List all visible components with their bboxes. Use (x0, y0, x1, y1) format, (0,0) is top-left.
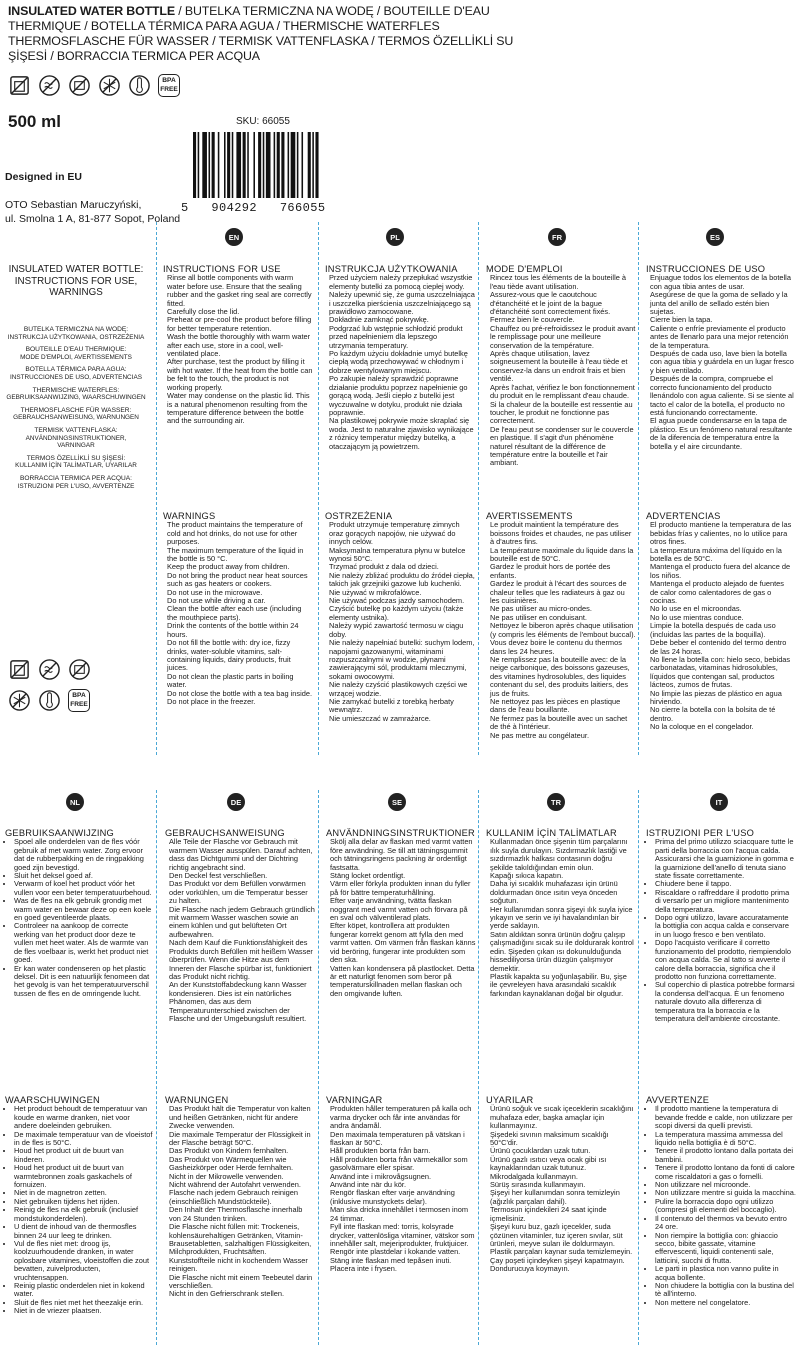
warnings-text: Das Produkt hält die Temperatur von kalten und heißen Getränken, nicht für andere Zwecke verwenden. Die maximale Temperatur der Flüssigkeit in der Flasche beträgt 50°C. Das Produkt von Kindern fernhalten. Das Produkt von Wärmequellen wie Gasheizkörper oder Herde fernhalten. Nicht in der Mikrowelle verwenden. Nicht während der Autofahrt verwenden. Flasche nach jedem Gebrauch reinigen (einschließlich Mundstückteile). Den Inhalt der Thermosflasche innerhalb von 24 Stunden trinken. Die Flasche nicht füllen mit: Trockeneis, kohlensäurehaltigen Getränken, Vitamin-Brausetabletten, salzhaltigen Flüssigkeiten, Milchprodukten, Fruchtsäften. Kunststoffteile nicht in kochendem Wasser reinigen. Die Flasche nicht mit einem Teebeutel darin verschließen. Nicht in den Gefrierschrank stellen. (169, 1104, 313, 1299)
lang-badge-es: ES (706, 228, 724, 246)
item-title: THERMOSFLASCHE FÜR WASSER: (20, 406, 132, 414)
list-item: • Tenere il prodotto lontano dalla portata dei bambini. (655, 1147, 796, 1164)
instructions-heading: GEBRAUCHSANWEISUNG (165, 828, 285, 838)
section-tr (486, 829, 636, 998)
barcode-bar (243, 132, 246, 198)
list-item: • Houd het product uit de buurt van kinderen. (14, 1147, 153, 1164)
item-sub: KULLANIM İÇİN TALİMATLAR, UYARILAR (15, 462, 137, 470)
section-pl-warnings (325, 512, 475, 723)
section-fr (486, 265, 636, 468)
section-se (326, 829, 476, 998)
no-microwave-icon (38, 74, 61, 97)
sku: SKU: 66055 (236, 116, 290, 127)
left-panel-list (6, 326, 146, 495)
column-separator (318, 222, 319, 755)
list-item: • Er kan water condenseren op het plastic deksel. Dit is een natuurlijk fenomeen dat het gevolg is van het temperatuurverschil tussen de fles en de omringende lucht. (14, 965, 153, 999)
instructions-heading: INSTRUKCJA UŻYTKOWANIA (325, 264, 458, 274)
list-item: • Reinig de fles na elk gebruik (inclusief mondstukonderdelen). (14, 1206, 153, 1223)
list-item: • La temperatura massima ammessa del liquido nella bottiglia è di 50°C. (655, 1131, 796, 1148)
warnings-heading: WARNUNGEN (165, 1095, 229, 1105)
item-title: THERMISCHE WATERFLES: (32, 386, 120, 394)
lang-badge-en: EN (225, 228, 243, 246)
list-item: • Was de fles na elk gebruik grondig met warm water en bewaar deze op een koele en goed geventileerde plaats. (14, 897, 153, 922)
instructions-text: Przed użyciem należy przepłukać wszystkie elementy butelki za pomocą ciepłej wody. Należy upewnić się, że guma uszczelniająca i uszczelka pierścienia uszczelniającego są prawidłowo zamocowane. Dokładnie zamknąć pokrywkę. Podgrzać lub wstępnie schłodzić produkt przed napełnieniem dla lepszego utrzymania temperatury. Po każdym użyciu dokładnie umyć butelkę ciepłą wodą przechowywać w chłodnym i dobrze wentylowanym miejscu. Po zakupie należy sprawdzić poprawne działanie produktu poprzez napełnienie go gorącą wodą. Jeśli ciepło z butelki jest wyczuwalne w dotyku, produkt nie działa poprawnie. Na plastikowej pokrywie może skraplać się woda. Jest to naturalne zjawisko wynikające z różnicy temperatur między butelką, a otaczającym ją powietrzem. (329, 273, 475, 451)
warnings-list (646, 1105, 796, 1307)
instructions-list (646, 838, 796, 1023)
warnings-heading: OSTRZEŻENIA (325, 511, 393, 521)
list-item: • Il prodotto mantiene la temperatura di bevande fredde e calde, non utilizzare per scopi diversi da quelli previsti. (655, 1105, 796, 1130)
title-bold: INSULATED WATER BOTTLE (8, 4, 175, 18)
lang-badge-se: SE (388, 793, 406, 811)
barcode-bar (193, 132, 196, 198)
barcode-bar (227, 132, 230, 198)
item-sub: INSTRUKCJA UŻYTKOWANIA, OSTRZEŻENIA (7, 333, 145, 341)
instructions-heading: KULLANIM İÇİN TALİMATLAR (486, 828, 617, 838)
bpa-free-icon (68, 689, 90, 712)
item-sub: ANVÄNDNINGSINSTRUKTIONER, VARNINGAR (25, 434, 127, 450)
lang-badge-de: DE (227, 793, 245, 811)
section-en (163, 265, 313, 426)
section-tr-warnings (486, 1096, 636, 1274)
instructions-text: Rincez tous les éléments de la bouteille à l'eau tiède avant utilisation. Assurez-vous que le caoutchouc d'étanchéité et le joint de la bague d'étanchéité sont correctement fixés. Fermez bien le couvercle. Chauffez ou pré-refroidissez le produit avant le remplissage pour une meilleure conservation de la température. Après chaque utilisation, lavez soigneusement la bouteille à l'eau tiède et conservez-la dans un endroit frais et bien ventilé. Après l'achat, vérifiez le bon fonctionnement du produit en le remplissant d'eau chaude. Si la chaleur de la bouteille est ressentie au toucher, le produit ne fonctionne pas correctement. De l'eau peut se condenser sur le couvercle en plastique. Il s'agit d'un phénomène naturel résultant de la différence de température entre la bouteille et l'air ambiant. (490, 273, 636, 468)
barcode-bar (281, 132, 284, 198)
list-item: • Le parti in plastica non vanno pulite in acqua bollente. (655, 1265, 796, 1282)
item-sub: GEBRAUCHSANWEISUNG, WARNUNGEN (13, 414, 139, 422)
instructions-heading: ISTRUZIONI PER L'USO (646, 828, 755, 838)
list-item: • De maximale temperatuur van de vloeistof in de fles is 50°C. (14, 1131, 153, 1148)
section-fr-warnings (486, 512, 636, 740)
item-sub: MODE D'EMPLOI, AVERTISSEMENTS (20, 353, 132, 361)
care-icons-row-3 (8, 689, 90, 712)
column-separator (318, 790, 319, 1345)
instructions-text: Skölj alla delar av flaskan med varmt vatten före användning. Se till att tätningsgummit och tätningsringens packning är ordentligt fastsatta. Stäng locket ordentligt. Värm eller förkyla produkten innan du fyller på för bättre temperaturhållning. Efter varje användning, tvätta flaskan noggrant med varmt vatten och förvara på en sval och välventilerad plats. Efter köpet, kontrollera att produkten fungerar korrekt genom att fylla den med varmt vatten. Om värmen från flaskan känns vid beröring, fungerar inte produkten som den ska. Vatten kan kondensera på plastlocket. Detta är ett naturligt fenomen som beror på temperaturskillnaden mellan flaskan och den omgivande luften. (330, 837, 476, 998)
list-item: • Non mettere nel congelatore. (655, 1299, 796, 1307)
warnings-text: Ürünü soğuk ve sıcak içeceklerin sıcaklığını muhafaza eder, başka amaçlar için kullanmayınız. Şişedeki sıvının maksimum sıcaklığı 50°C'dir. Ürünü çocuklardan uzak tutun. Ürünü gazlı ısıtıcı veya ocak gibi ısı kaynaklarından uzak tutunuz. Mikrodalgada kullanmayın. Sürüş sırasında kullanmayın. Şişeyi her kullanımdan sonra temizleyin (ağızlık parçaları dahil). Termosun içindekileri 24 saat içinde içmelisiniz. Şişeyi kuru buz, gazlı içecekler, suda çözünen vitaminler, tuz içeren sıvılar, süt ürünleri, meyve suları ile doldurmayın. Plastik parçaları kaynar suda temizlemeyin. Çay poşeti içindeyken şişeyi kapatmayın. Dondurucuya koymayın. (490, 1104, 634, 1274)
barcode-digits: 5 904292 766055 (181, 201, 326, 215)
hot-cold-icon (128, 74, 151, 97)
barcode-bar (218, 132, 220, 198)
column-separator (478, 222, 479, 755)
left-panel-item (6, 427, 146, 450)
list-item: • Niet in de vriezer plaatsen. (14, 1307, 153, 1315)
left-panel-heading: INSULATED WATER BOTTLE: INSTRUCTIONS FOR USE, WARNINGS (8, 264, 144, 298)
lang-badge-nl: NL (66, 793, 84, 811)
warnings-text: El producto mantiene la temperatura de las bebidas frías y calientes, no lo utilice para otros fines. La temperatura máxima del líquido en la botella es de 50°C. Mantenga el producto fuera del alcance de los niños. Mantenga el producto alejado de fuentes de calor como calentadores de gas o cocinas. No lo use en el microondas. No lo use mientras conduce. Limpie la botella después de cada uso (incluidas las partes de la boquilla). Debe beber el contenido del termo dentro de las 24 horas. No llene la botella con: hielo seco, bebidas carbonatadas, vitaminas hidrosolubles, líquidos que contengan sal, productos lácteos, zumos de frutas. No limpie las piezas de plástico en agua hirviendo. No cierre la botella con la bolsita de té dentro. No la coloque en el congelador. (650, 520, 792, 732)
item-title: BOTELLA TÉRMICA PARA AGUA: (25, 366, 127, 374)
section-es (646, 265, 794, 451)
list-item: • Non utilizzare mentre si guida la macchina. (655, 1189, 796, 1197)
warnings-heading: AVVERTENZE (646, 1095, 710, 1105)
warnings-text: The product maintains the temperature of cold and hot drinks, do not use for other purposes. The maximum temperature of the liquid in the bottle is 50 °C. Keep the product away from children. Do not bring the product near heat sources such as gas heaters or cookers. Do not use in the microwave. Do not use while driving a car. Clean the bottle after each use (including the mouthpiece parts). Drink the contents of the bottle within 24 hours. Do not fill the bottle with: dry ice, fizzy drinks, water-soluble vitamins, salt-containing liquids, dairy products, fruit juices. Do not clean the plastic parts in boiling water. Do not close the bottle with a tea bag inside. Do not place in the freezer. (167, 520, 313, 706)
list-item: • Prima del primo utilizzo sciacquare tutte le parti della borraccia con l'acqua calda. Assicurarsi che la guarnizione in gomma e la guarnizione dell'anello di tenuta siano state fissate correttamente. (655, 838, 796, 880)
lang-badge-pl: PL (386, 228, 404, 246)
column-separator (638, 790, 639, 1345)
instructions-heading: MODE D'EMPLOI (486, 264, 563, 274)
item-title: BOUTEILLE D'EAU THERMIQUE: (25, 346, 127, 354)
warnings-heading: UYARILAR (486, 1095, 534, 1105)
list-item: • Sluit de fles niet met het theezakje erin. (14, 1299, 153, 1307)
barcode-bar (274, 132, 276, 198)
section-nl-warnings (5, 1096, 153, 1316)
column-separator (478, 790, 479, 1345)
warnings-heading: ADVERTENCIAS (646, 511, 721, 521)
item-sub: ISTRUZIONI PER L'USO, AVVERTENZE (17, 482, 135, 490)
item-title: BUTELKA TERMICZNA NA WODĘ: (23, 326, 129, 333)
list-item: • Het product behoudt de temperatuur van koude en warme dranken, niet voor andere doeleinden gebruiken. (14, 1105, 153, 1130)
left-panel-item (6, 346, 146, 361)
item-sub: INSTRUCCIONES DE USO, ADVERTENCIAS (10, 373, 142, 381)
barcode-bar (253, 132, 255, 198)
left-panel-item (6, 387, 146, 402)
barcode-bars (181, 132, 321, 198)
product-title (8, 4, 528, 64)
instructions-heading: INSTRUCCIONES DE USO (646, 264, 766, 274)
list-item: • Non riempire la bottiglia con: ghiaccio secco, bibite gassate, vitamine effervescenti, liquidi contenenti sale, latticini, succhi di frutta. (655, 1232, 796, 1266)
list-item: • Non utilizzare nel microonde. (655, 1181, 796, 1189)
list-item: • Reinig plastic onderdelen niet in kokend water. (14, 1282, 153, 1299)
list-item: • Niet in de magnetron zetten. (14, 1189, 153, 1197)
list-item: • Pulire la borraccia dopo ogni utilizzo (compresi gli elementi del boccaglio). (655, 1198, 796, 1215)
warnings-text: Produkten håller temperaturen på kalla och varma drycker och får inte användas för andra ändamål. Den maximala temperaturen på vätskan i flaskan är 50°C. Håll produkten borta från barn. Håll produkten borta från värmekällor som gasolvärmare eller spisar. Använd inte i mikrovågsugnen. Använd inte när du kör. Rengör flaskan efter varje användning (inklusive munstyckets delar). Man ska dricka innehållet i termosen inom 24 timmar. Fyll inte flaskan med: torris, kolsyrade drycker, vattenlösliga vitaminer, vätskor som innehåller salt, mejeriprodukter, fruktjuicer. Rengör inte plastdelar i kokande vatten. Stäng inte flaskan med tepåsen inuti. Placera inte i frysen. (330, 1104, 475, 1274)
barcode-bar (315, 132, 318, 198)
bpa-free-icon (158, 74, 180, 97)
no-oven-icon (68, 74, 91, 97)
warnings-text: Produkt utrzymuje temperaturę zimnych oraz gorących napojów, nie używać do innych celów. Maksymalna temperatura płynu w butelce wynosi 50°C. Trzymać produkt z dala od dzieci. Nie należy zbliżać produktu do źródeł ciepła, takich jak grzejniki gazowe lub kuchenki. Nie używać w mikrofalówce. Nie używać podczas jazdy samochodem. Czyścić butelkę po każdym użyciu (także elementy ustnika). Należy wypić zawartość termosu w ciągu doby. Nie należy napełniać butelki: suchym lodem, napojami gazowanymi, witaminami rozpuszczalnymi w wodzie, płynami zawierającymi sól, produktami mlecznymi, sokami owocowymi. Nie należy czyścić plastikowych części we wrzącej wodzie. Nie zamykać butelki z torebką herbaty wewnątrz. Nie umieszczać w zamrażarce. (329, 520, 475, 723)
warnings-heading: WAARSCHUWINGEN (5, 1095, 100, 1105)
lang-badge-it: IT (710, 793, 728, 811)
volume: 500 ml (8, 112, 61, 131)
list-item: • Vul de fles niet met: droog ijs, koolzuurhoudende dranken, in water oplosbare vitamines, vloeistoffen die zout bevatten, zuivelproducten, vruchtensappen. (14, 1240, 153, 1282)
barcode-bar (266, 132, 271, 198)
column-separator (638, 222, 639, 755)
free-text: FREE (70, 701, 88, 708)
lang-badge-tr: TR (547, 793, 565, 811)
instructions-heading: INSTRUCTIONS FOR USE (163, 264, 281, 274)
no-dishwasher-icon (8, 74, 31, 97)
instructions-heading: ANVÄNDNINGSINSTRUKTIONER (326, 828, 475, 838)
barcode-bar (312, 132, 314, 198)
section-se-warnings (326, 1096, 476, 1274)
company-address: ul. Smolna 1 A, 81-877 Sopot, Poland (5, 213, 181, 225)
section-it-warnings (646, 1096, 796, 1307)
barcode-bar (212, 132, 215, 198)
bpa-text: BPA (162, 77, 176, 84)
bpa-text: BPA (72, 692, 86, 699)
left-panel-item (6, 326, 146, 341)
section-pl (325, 265, 475, 451)
list-item: • Spoel alle onderdelen van de fles vóór gebruik af met warm water. Zorg ervoor dat de rubberpakking en de ringpakking goed zijn bevestigd. (14, 838, 153, 872)
instructions-text: Rinse all bottle components with warm water before use. Ensure that the sealing rubber and the gasket ring seal are correctly fitted. Carefully close the lid. Preheat or pre-cool the product before filling for better temperature retention. Wash the bottle thoroughly with warm water after each use, store in a cool, well-ventilated place. After purchase, test the product by filling it with hot water. If the heat from the bottle can be felt to the touch, the product is not working properly. Water may condense on the plastic lid. This is a natural phenomenon resulting from the temperature difference between the bottle and the surrounding air. (167, 273, 313, 426)
list-item: • Tenere il prodotto lontano da fonti di calore come riscaldatori a gas o fornelli. (655, 1164, 796, 1181)
section-es-warnings (646, 512, 794, 732)
warnings-list (5, 1105, 153, 1315)
barcode-bar (263, 132, 265, 198)
instructions-list (5, 838, 153, 998)
section-de-warnings (165, 1096, 315, 1299)
list-item: • Houd het product uit de buurt van warmtebronnen zoals gaskachels of fornuizen. (14, 1164, 153, 1189)
list-item: • Niet gebruiken tijdens het rijden. (14, 1198, 153, 1206)
barcode-bar (236, 132, 241, 198)
instructions-heading: GEBRUIKSAANWIJZING (5, 828, 114, 838)
no-oven-icon (68, 658, 91, 681)
warnings-text: Le produit maintient la température des boissons froides et chaudes, ne pas utiliser à d'autres fins. La température maximale du liquide dans la bouteille est de 50°C. Gardez le produit hors de portée des enfants. Gardez le produit à l'écart des sources de chaleur telles que les radiateurs à gaz ou les cuisinières. Ne pas utiliser au micro-ondes. Ne pas utiliser en conduisant. Nettoyez le biberon après chaque utilisation (y compris les éléments de l'embout buccal). Vous devez boire le contenu du thermos dans les 24 heures. Ne remplissez pas la bouteille avec: de la neige carbonique, des boissons gazeuses, des vitamines hydrosolubles, des liquides contenant du sel, des produits laitiers, des jus de fruits. Ne nettoyez pas les pièces en plastique dans de l'eau bouillante. Ne fermez pas la bouteille avec un sachet de thé à l'intérieur. Ne pas mettre au congélateur. (490, 520, 636, 740)
designed-in: Designed in EU (5, 171, 83, 183)
barcode-bar (247, 132, 249, 198)
column-separator (156, 790, 157, 1345)
care-icons-row-2 (8, 658, 91, 681)
list-item: • Verwarm of koel het product vóór het vullen voor een beter temperatuurbehoud. (14, 880, 153, 897)
list-item: • Sluit het deksel goed af. (14, 872, 153, 880)
barcode-bar (297, 132, 299, 198)
list-item: • Dopo ogni utilizzo, lavare accuratamente la bottiglia con acqua calda e conservare in un luogo fresco e ben ventilato. (655, 914, 796, 939)
no-freezer-icon (8, 689, 31, 712)
section-nl (5, 829, 153, 998)
column-separator (156, 222, 157, 755)
instructions-text: Enjuague todos los elementos de la botella con agua tibia antes de usar. Asegúrese de que la goma de sellado y la junta del anillo de sellado estén bien sujetas. Cierre bien la tapa. Caliente o enfríe previamente el producto antes de llenarlo para una mejor retención de la temperatura. Después de cada uso, lave bien la botella con agua tibia y guárdela en un lugar fresco y bien ventilado. Después de la compra, compruebe el correcto funcionamiento del producto llenándolo con agua caliente. Si se siente al tacto el calor de la botella, el producto no está funcionando correctamente. El agua puede condensarse en la tapa de plástico. Es un fenómeno natural resultante de la diferencia de temperatura entre la botella y el aire circundante. (650, 273, 794, 451)
list-item: • Non chiudere la bottiglia con la bustina del tè all'interno. (655, 1282, 796, 1299)
barcode-bar (277, 132, 280, 198)
left-panel-item (6, 366, 146, 381)
barcode-bar (291, 132, 296, 198)
free-text: FREE (160, 86, 178, 93)
list-item: • Dopo l'acquisto verificare il corretto funzionamento del prodotto, riempiendolo con acqua calda. Se al tatto si avverte il calore della borraccia, significa che il prodotto non funziona correttamente. (655, 939, 796, 981)
left-panel-item (6, 407, 146, 422)
section-de (165, 829, 315, 1023)
barcode-bar (224, 132, 226, 198)
instructions-text: Alle Teile der Flasche vor Gebrauch mit warmem Wasser ausspülen. Darauf achten, dass das Dichtgummi und der Dichtring richtig angebracht sind. Den Deckel fest verschließen. Das Produkt vor dem Befüllen vorwärmen oder vorkühlen, um die Temperatur besser zu halten. Die Flasche nach jedem Gebrauch gründlich mit warmem Wasser waschen sowie an einem kühlen und gut belüfteten Ort aufbewahren. Nach dem Kauf die Funktionsfähigkeit des Produkts durch Befüllen mit heißem Wasser überprüfen. Wenn die Hitze aus dem Inneren der Flasche spürbar ist, funktioniert das Produkt nicht richtig. An der Kunststoffabdeckung kann Wasser kondensieren. Dies ist ein natürliches Phänomen, das aus dem Temperaturunterschied zwischen der Flasche und der Umgebungsluft resultiert. (169, 837, 315, 1023)
barcode-bar (232, 132, 234, 198)
barcode-bar (302, 132, 304, 198)
no-dishwasher-icon (8, 658, 31, 681)
section-it (646, 829, 796, 1023)
item-title: TERMISK VATTENFLASKA: (34, 426, 118, 434)
barcode-bar (198, 132, 200, 198)
left-panel-item (6, 455, 146, 470)
warnings-heading: WARNINGS (163, 511, 216, 521)
warnings-heading: VARNINGAR (326, 1095, 383, 1105)
manufacturer-info (5, 170, 180, 226)
barcode (181, 132, 326, 215)
instructions-text: Kullanmadan önce şişenin tüm parçalarını ılık suyla durulayın. Sızdırmazlık lastiği ve sızdırmazlık halkası contasının doğru şekilde takıldığından emin olun. Kapağı sıkıca kapatın. Daha iyi sıcaklık muhafazası için ürünü doldurmadan önce ısıtın veya önceden soğutun. Her kullanımdan sonra şişeyi ılık suyla iyice yıkayın ve serin ve iyi havalandırılan bir yerde saklayın. Satın aldıktan sonra ürünün doğru çalışıp çalışmadığını sıcak su ile doldurarak kontrol edin. Şişeden çıkan ısı dokunulduğunda hissediliyorsa ürün düzgün çalışmıyor demektir. Plastik kapakta su yoğunlaşabilir. Bu, şişe ile çevreleyen hava arasındaki sıcaklık farkından kaynaklanan doğal bir olgudur. (490, 837, 634, 998)
list-item: • Sul coperchio di plastica potrebbe formarsi la condensa dell'acqua. È un fenomeno naturale dovuto alla differenza di temperatura tra la borraccia e la temperatura dell'ambiente circostante. (655, 981, 796, 1023)
barcode-bar (258, 132, 261, 198)
list-item: • U dient de inhoud van de thermosfles binnen 24 uur leeg te drinken. (14, 1223, 153, 1240)
item-title: TERMOS ÖZELLİKLİ SU ŞİŞESİ: (26, 454, 126, 462)
hot-cold-icon (38, 689, 61, 712)
title-rest: / BUTELKA TERMICZNA NA WODĘ / BOUTEILLE D'EAU THERMIQUE / BOTELLA TÉRMICA PARA AGUA / THERMISCHE WATERFLES THERMOSFLASCHE FÜR WASSER / TERMISK VATTENFLASKA / TERMOS ÖZELLİKLİ SU ŞİŞESİ / BORRACCIA TERMICA PER ACQUA (8, 4, 514, 63)
item-sub: GEBRUIKSAANWIJZING, WAARSCHUWINGEN (6, 394, 146, 402)
list-item: • Il contenuto del thermos va bevuto entro 24 ore. (655, 1215, 796, 1232)
company-name: OTO Sebastian Maruczyński, (5, 199, 142, 211)
list-item: • Riscaldare o raffreddare il prodotto prima di versarlo per un migliore mantenimento della temperatura. (655, 889, 796, 914)
barcode-bar (202, 132, 207, 198)
no-freezer-icon (98, 74, 121, 97)
item-title: BORRACCIA TERMICA PER ACQUA: (20, 474, 132, 482)
no-microwave-icon (38, 658, 61, 681)
lang-badge-fr: FR (548, 228, 566, 246)
barcode-bar (209, 132, 211, 198)
barcode-bar (288, 132, 290, 198)
barcode-bar (308, 132, 311, 198)
warnings-heading: AVERTISSEMENTS (486, 511, 573, 521)
list-item: • Chiudere bene il tappo. (655, 880, 796, 888)
care-icons-row (8, 74, 180, 97)
section-en-warnings (163, 512, 313, 706)
list-item: • Controleer na aankoop de correcte werking van het product door deze te vullen met heet water. Als de warmte van de fles voelbaar is, werkt het product niet goed. (14, 922, 153, 964)
left-panel-item (6, 475, 146, 490)
